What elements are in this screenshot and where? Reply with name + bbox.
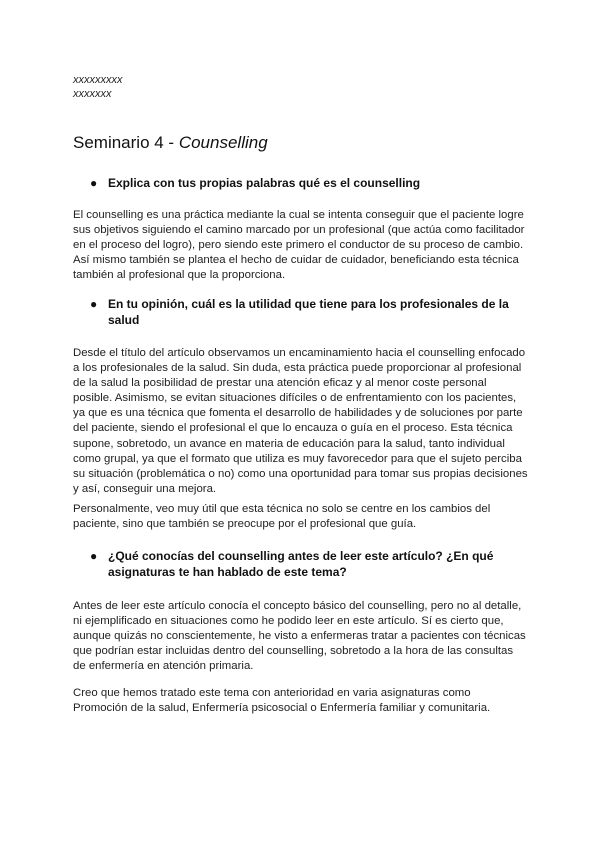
question-2 xyxy=(90,296,520,328)
question-text: ¿Qué conocías del counselling antes de leer este artículo? ¿En qué asignaturas te han hablado de este tema? xyxy=(108,549,494,579)
question-1 xyxy=(90,175,520,191)
answer-2-paragraph-1: Desde el título del artículo observamos un encaminamiento hacia el counselling enfocado a los profesionales de la salud. Sin duda, esta práctica puede proporcionar al profesional de la salud la posibilidad de prestar una atención eficaz y al menor coste personal posible. Asimismo, se evitan situaciones difíciles o de enfrentamiento con los pacientes, ya que es una técnica que fomenta el desarrollo de habilidades y de soluciones por parte del paciente, siendo el profesional el que lo encauza o guía en el proceso. Esta técnica supone, sobretodo, un avance en materia de educación para la salud, tanto individual como grupal, ya que el formato que utiliza es muy favorecedor para que el sujeto perciba su situación (problemática o no) como una oportunidad para tomar sus propias decisiones y así, conseguir una mejora. xyxy=(73,347,528,495)
bullet-icon: ● xyxy=(90,176,98,190)
question-3 xyxy=(90,548,520,580)
title-main: Seminario 4 - xyxy=(73,133,179,152)
question-text: En tu opinión, cuál es la utilidad que tiene para los profesionales de la salud xyxy=(108,297,509,327)
page-title xyxy=(73,133,268,153)
question-text: Explica con tus propias palabras qué es el counselling xyxy=(108,176,421,190)
answer-2-paragraph-2: Personalmente, veo muy útil que esta técnica no solo se centre en los cambios del paciente, sino que también se preocupe por el profesional que guía. xyxy=(73,503,491,531)
author-line-1: xxxxxxxxx xyxy=(73,74,123,86)
answer-3-paragraph-2: Creo que hemos tratado este tema con anterioridad en varia asignaturas como Promoción de la salud, Enfermería psicosocial o Enfermería familiar y comunitaria. xyxy=(73,687,491,715)
answer-1-paragraph-1: El counselling es una práctica mediante la cual se intenta conseguir que el paciente logre sus objetivos siguiendo el camino marcado por un profesional (que actúa como facilitador en el proceso del logro), pero siendo este primero el conductor de su proceso de cambio. Así mismo también se plantea el hecho de cuidar de cuidador, beneficiando esta técnica también al profesional que la proporciona. xyxy=(73,209,525,282)
bullet-icon: ● xyxy=(90,297,98,311)
author-line-2: xxxxxxx xyxy=(73,88,112,100)
author-block xyxy=(73,73,528,101)
bullet-icon: ● xyxy=(90,549,98,563)
title-italic: Counselling xyxy=(178,133,268,152)
answer-3-paragraph-1: Antes de leer este artículo conocía el concepto básico del counselling, pero no al detalle, ni ejemplificado en situaciones como he podido leer en este artículo. Sí es cierto que, aunque quizás no conscientemente, he visto a enfermeras tratar a pacientes con técnicas que podrían estar incluidas dentro del counselling, sobretodo a la hora de las consultas de enfermería en atención primaria. xyxy=(73,600,526,673)
